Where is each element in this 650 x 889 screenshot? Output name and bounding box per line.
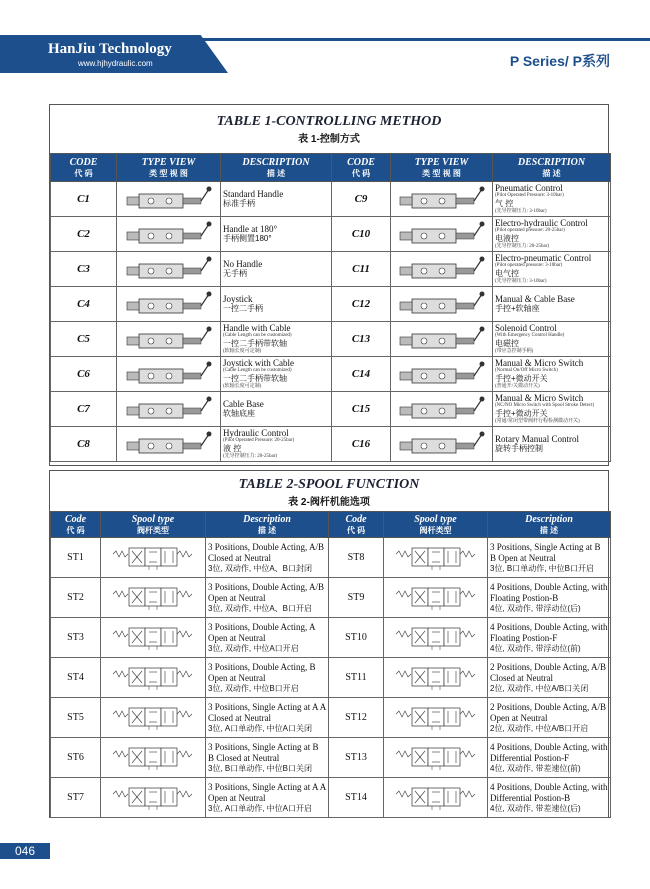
type-view [391,392,493,427]
type-view [391,357,493,392]
table1-subtitle: 表 1-控制方式 [298,134,360,145]
valve-drawing [121,290,217,318]
spool-code: ST12 [329,698,384,738]
table1-row [51,392,611,427]
table2-box [49,470,609,818]
th2-spool-2: Spool type 阀杆类型 [384,512,488,538]
control-description: Manual & Micro Switch (Normal On/Off Micro Switch) 手控+微动开关 (普通开/关微动开关) [493,357,611,392]
control-description: Manual & Micro Switch (NC/NO Micro Switch with Spool Stroke Detect) 手控+微动开关 (常通/常闭型带阀杆行程检测微动开关) [493,392,611,427]
table1-row [51,287,611,322]
table1-box [49,104,609,466]
table1-row [51,252,611,287]
control-code: C5 [51,322,117,357]
valve-drawing [394,325,490,353]
type-view [117,217,221,252]
spool-symbol [394,624,478,652]
control-code: C16 [332,427,391,462]
th-code: CODE 代 码 [51,154,117,182]
control-code: C2 [51,217,117,252]
control-code: C9 [332,182,391,217]
control-description: Solenoid Control (With Emergency Control Handle) 电磁控 (带应急控制手柄) [493,322,611,357]
table2-row [51,778,611,818]
spool-description: 4 Positions, Double Acting, with Differential Postion-F 4位, 双动作, 带差速位(前) [488,738,611,778]
spool-code: ST2 [51,578,101,618]
spool-description: 3 Positions, Single Acting at A A Open at Neutral 3位, A口单动作, 中位A口开启 [206,778,329,818]
spool-type [101,738,206,778]
table1-title: TABLE 1-CONTROLLING METHOD [216,114,442,129]
spool-description: 2 Positions, Double Acting, A/B Open at Neutral 2位, 双动作, 中位A/B口开启 [488,698,611,738]
control-code: C11 [332,252,391,287]
type-view [391,322,493,357]
type-view [117,427,221,462]
control-description: Standard Handle 标准手柄 [221,182,332,217]
th2-desc: Description 描 述 [206,512,329,538]
type-view [391,217,493,252]
control-description: Hydraulic Control (Pilot Operated Pressure: 20-25bar) 液 控 (先导控制压力: 20-25bar) [221,427,332,462]
spool-symbol [111,584,195,612]
control-code: C12 [332,287,391,322]
table2-row [51,578,611,618]
valve-drawing [394,395,490,423]
valve-drawing [394,255,490,283]
table1-row [51,322,611,357]
spool-code: ST5 [51,698,101,738]
table2-title: TABLE 2-SPOOL FUNCTION [238,477,420,492]
spool-symbol [394,784,478,812]
series-title: P Series/ P系列 [509,53,610,69]
table2-row [51,698,611,738]
type-view [391,182,493,217]
table1-row [51,427,611,462]
type-view [117,287,221,322]
valve-drawing [394,430,490,458]
spool-code: ST4 [51,658,101,698]
type-view [391,287,493,322]
control-code: C8 [51,427,117,462]
control-description: Electro-hydraulic Control (Pilot operated pressure: 20-25bar) 电液控 (先导控制压力: 20-25bar) [493,217,611,252]
type-view [117,322,221,357]
control-code: C3 [51,252,117,287]
spool-symbol [394,584,478,612]
spool-code: ST1 [51,538,101,578]
th-type: TYPE VIEW 类 型 视 图 [117,154,221,182]
spool-symbol [111,624,195,652]
control-description: Cable Base 软轴底座 [221,392,332,427]
control-description: Rotary Manual Control 旋转手柄控制 [493,427,611,462]
spool-symbol [394,664,478,692]
table2-row [51,738,611,778]
control-description: Joystick with Cable (Cable Length can be customized) 一控二手柄带软轴 (软轴长度可定制) [221,357,332,392]
valve-drawing [121,360,217,388]
th2-spool: Spool type 阀杆类型 [101,512,206,538]
spool-type [384,658,488,698]
spool-type [384,578,488,618]
table1-row [51,217,611,252]
spool-symbol [394,744,478,772]
spool-description: 4 Positions, Double Acting, with Floating Postion-F 4位, 双动作, 带浮动位(前) [488,618,611,658]
control-code: C6 [51,357,117,392]
th2-desc-2: Description 描 述 [488,512,611,538]
valve-drawing [394,360,490,388]
spool-type [101,778,206,818]
spool-symbol [394,704,478,732]
control-description: No Handle 无手柄 [221,252,332,287]
spool-code: ST8 [329,538,384,578]
spool-type [384,538,488,578]
spool-code: ST9 [329,578,384,618]
control-code: C15 [332,392,391,427]
type-view [117,357,221,392]
valve-drawing [121,185,217,213]
th-code-2: CODE 代 码 [332,154,391,182]
type-view [391,252,493,287]
valve-drawing [394,185,490,213]
spool-symbol [111,704,195,732]
spool-type [101,578,206,618]
spool-description: 3 Positions, Double Acting, B Open at Neutral 3位, 双动作, 中位B口开启 [206,658,329,698]
spool-symbol [111,664,195,692]
spool-description: 4 Positions, Double Acting, with Floating Postion-B 4位, 双动作, 带浮动位(后) [488,578,611,618]
spool-code: ST11 [329,658,384,698]
spool-type [384,778,488,818]
page-number: 046 [0,843,50,859]
table2-row [51,618,611,658]
brand-name: HanJiu Technology [48,41,172,57]
spool-code: ST3 [51,618,101,658]
table1-row [51,357,611,392]
type-view [391,427,493,462]
spool-code: ST10 [329,618,384,658]
spool-code: ST7 [51,778,101,818]
control-code: C13 [332,322,391,357]
control-description: Pneumatic Control (Pilot Operated Pressure: 3-10bar) 气 控 (先导控制压力: 3-10bar) [493,182,611,217]
spool-symbol [111,784,195,812]
control-code: C1 [51,182,117,217]
spool-description: 3 Positions, Single Acting at B B Closed at Neutral 3位, B口单动作, 中位B口关闭 [206,738,329,778]
page-header [0,0,650,80]
valve-drawing [394,220,490,248]
control-description: Joystick 一控二手柄 [221,287,332,322]
table2 [50,511,611,818]
spool-code: ST13 [329,738,384,778]
control-code: C4 [51,287,117,322]
spool-type [101,658,206,698]
spool-description: 2 Positions, Double Acting, A/B Closed at Neutral 2位, 双动作, 中位A/B口关闭 [488,658,611,698]
spool-code: ST6 [51,738,101,778]
spool-code: ST14 [329,778,384,818]
spool-type [384,738,488,778]
spool-symbol [111,744,195,772]
valve-drawing [121,395,217,423]
spool-type [384,698,488,738]
table2-row [51,538,611,578]
spool-symbol [394,544,478,572]
th-desc-2: DESCRIPTION 描 述 [493,154,611,182]
table2-subtitle: 表 2-阀杆机能选项 [288,497,370,508]
spool-description: 3 Positions, Single Acting at A A Closed at Neutral 3位, A口单动作, 中位A口关闭 [206,698,329,738]
table1-row [51,182,611,217]
spool-description: 3 Positions, Single Acting at B B Open at Neutral 3位, B口单动作, 中位B口开启 [488,538,611,578]
th-desc: DESCRIPTION 描 述 [221,154,332,182]
spool-type [101,698,206,738]
control-code: C14 [332,357,391,392]
control-description: Manual & Cable Base 手控+软轴座 [493,287,611,322]
control-description: Handle at 180° 手柄侧置180° [221,217,332,252]
spool-description: 3 Positions, Double Acting, A Open at Neutral 3位, 双动作, 中位A口开启 [206,618,329,658]
type-view [117,252,221,287]
spool-type [101,538,206,578]
spool-type [101,618,206,658]
type-view [117,392,221,427]
control-code: C7 [51,392,117,427]
th-type-2: TYPE VIEW 类 型 视 图 [391,154,493,182]
type-view [117,182,221,217]
valve-drawing [121,430,217,458]
table1 [50,153,611,462]
th2-code-2: Code 代 码 [329,512,384,538]
spool-description: 3 Positions, Double Acting, A/B Open at Neutral 3位, 双动作, 中位A、B口开启 [206,578,329,618]
spool-symbol [111,544,195,572]
valve-drawing [121,325,217,353]
spool-description: 3 Positions, Double Acting, A/B Closed at Neutral 3位, 双动作, 中位A、B口封闭 [206,538,329,578]
valve-drawing [121,255,217,283]
control-description: Handle with Cable (Cable Length can be customized) 一控二手柄带软轴 (软轴长度可定制) [221,322,332,357]
table2-row [51,658,611,698]
spool-description: 4 Positions, Double Acting, with Differential Postion-B 4位, 双动作, 带差速位(后) [488,778,611,818]
valve-drawing [121,220,217,248]
control-code: C10 [332,217,391,252]
th2-code: Code 代 码 [51,512,101,538]
control-description: Electro-pneumatic Control (Pilot operated pressure: 3-10bar) 电气控 (先导控制压力: 3-10bar) [493,252,611,287]
website: www.hjhydraulic.com [78,59,153,68]
spool-type [384,618,488,658]
valve-drawing [394,290,490,318]
